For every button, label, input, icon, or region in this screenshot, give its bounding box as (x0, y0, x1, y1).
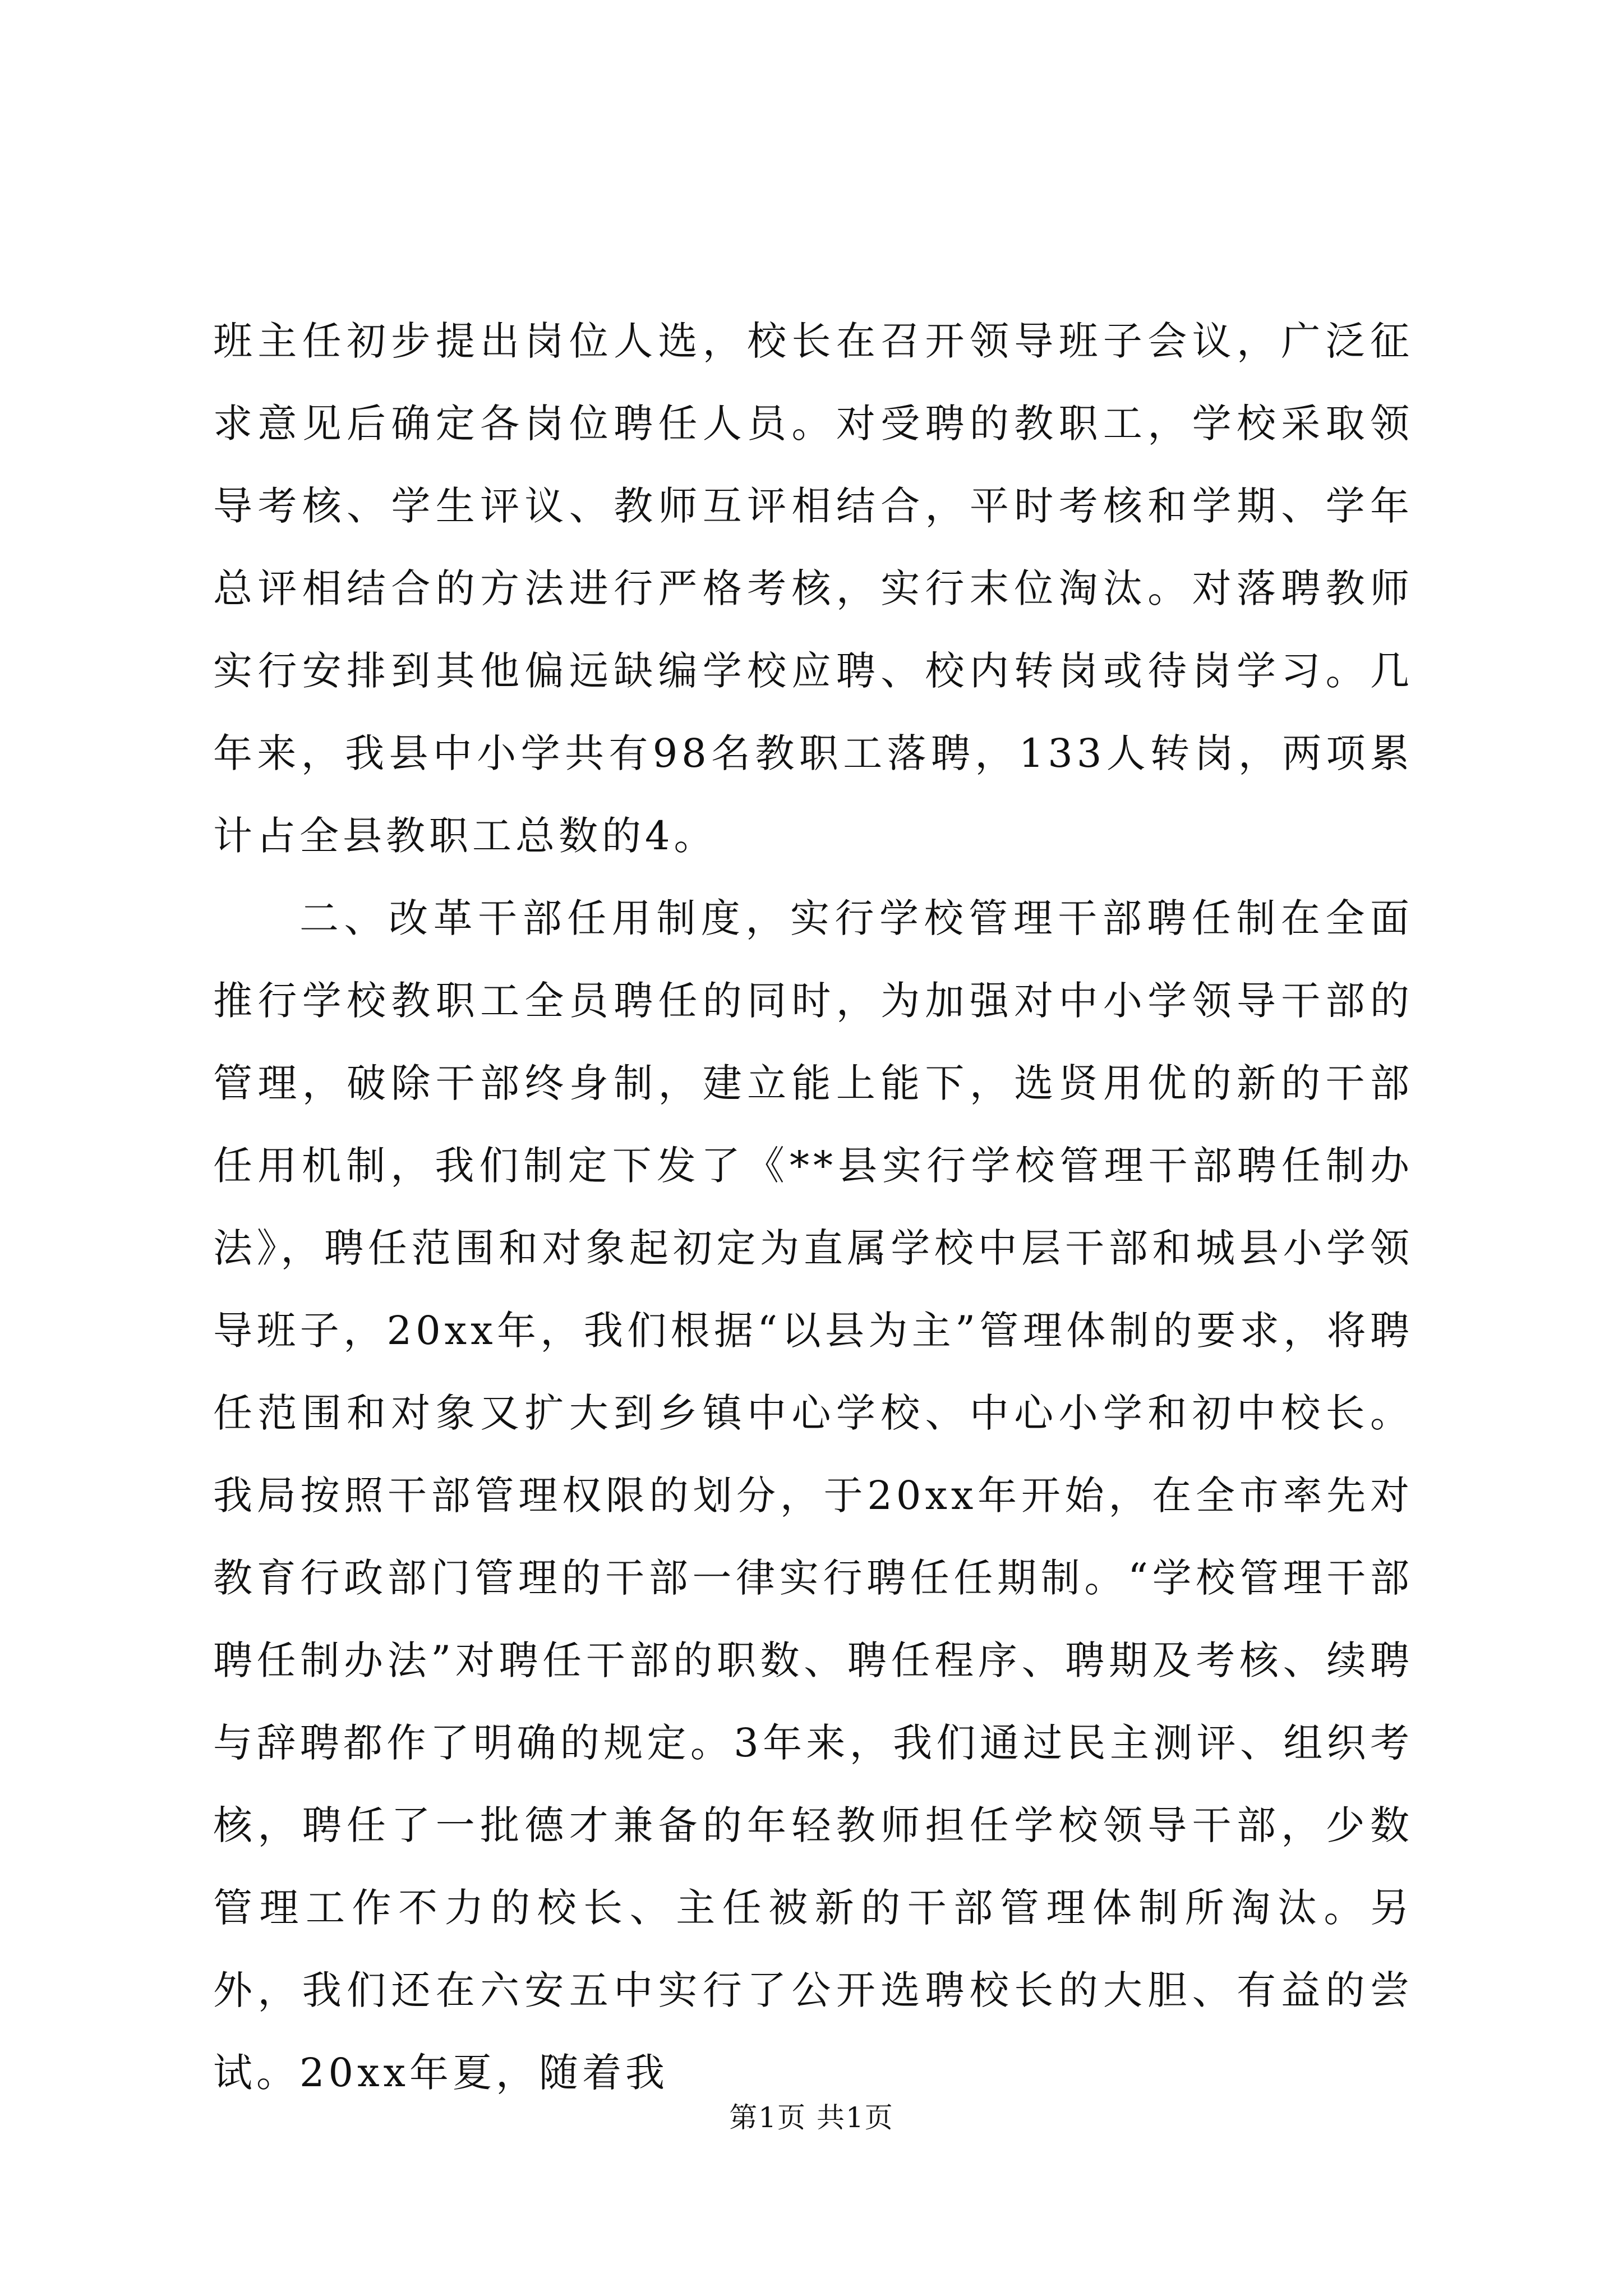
body-text (213, 300, 1413, 2114)
paragraph-continuation: 班主任初步提出岗位人选，校长在召开领导班子会议，广泛征求意见后确定各岗位聘任人员。对受聘的教职工，学校采取领导考核、学生评议、教师互评相结合，平时考核和学期、学年总评相结合的方法进行严格考核，实行末位淘汰。对落聘教师实行安排到其他偏远缺编学校应聘、校内转岗或待岗学习。几年来，我县中小学共有98名教职工落聘，133人转岗，两项累计占全县教职工总数的4。 (213, 318, 1413, 859)
paragraph-section-two: 二、改革干部任用制度，实行学校管理干部聘任制在全面推行学校教职工全员聘任的同时，为加强对中小学领导干部的管理，破除干部终身制，建立能上能下，选贤用优的新的干部任用机制，我们制定下发了《**县实行学校管理干部聘任制办法》，聘任范围和对象起初定为直属学校中层干部和城县小学领导班子，20xx年，我们根据“以县为主”管理体制的要求，将聘任范围和对象又扩大到乡镇中心学校、中心小学和初中校长。我局按照干部管理权限的划分，于20xx年开始，在全市率先对教育行政部门管理的干部一律实行聘任任期制。“学校管理干部聘任制办法”对聘任干部的职数、聘任程序、聘期及考核、续聘与辞聘都作了明确的规定。3年来，我们通过民主测评、组织考核，聘任了一批德才兼备的年轻教师担任学校领导干部，少数管理工作不力的校长、主任被新的干部管理体制所淘汰。另外，我们还在六安五中实行了公开选聘校长的大胆、有益的尝试。20xx年夏，随着我 (213, 895, 1413, 2096)
page-footer: 第1页 共1页 (729, 2101, 894, 2134)
